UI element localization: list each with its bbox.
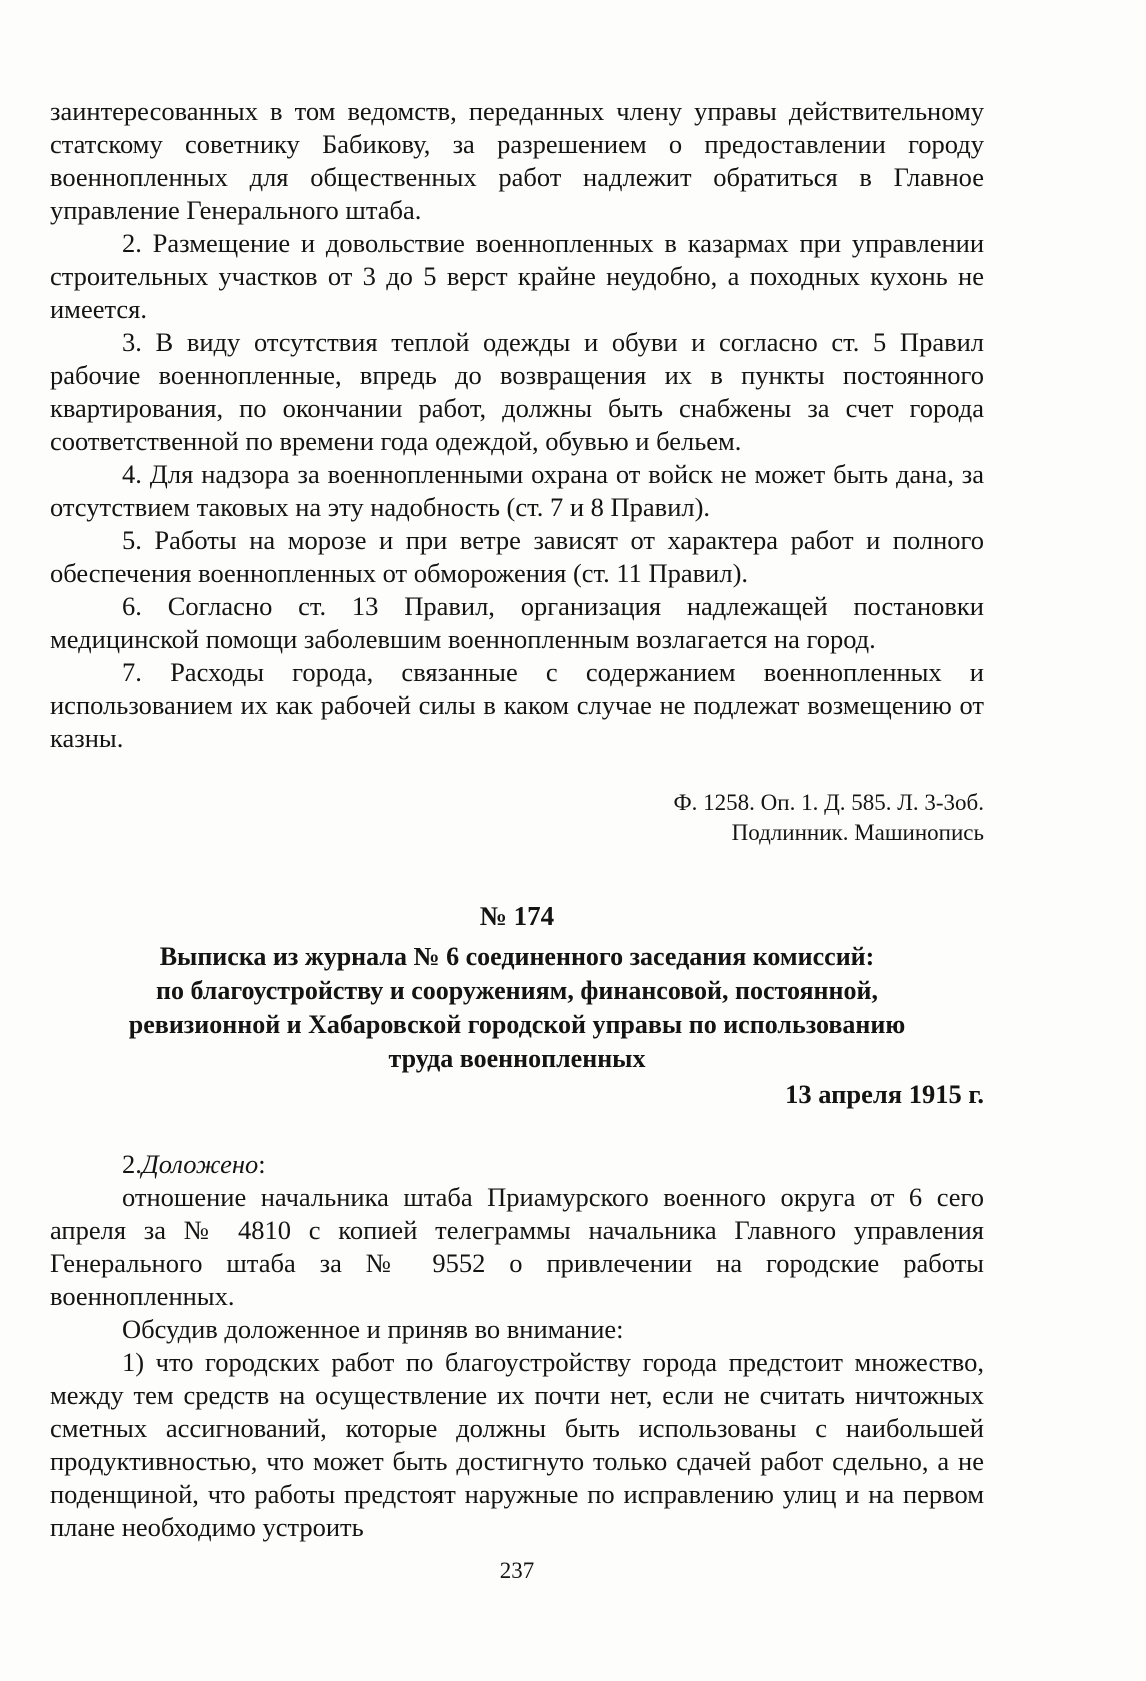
paragraph-item-7: 7. Расходы города, связанные с содержанием военнопленных и использованием их как рабочей силы в каком случае не подлежат возмещению от казны. (50, 657, 984, 753)
paragraph-item-2: 2. Размещение и довольствие военнопленных в казармах при управлении строительных участков от 3 до 5 верст крайне неудобно, а походных кухонь не имеется. (50, 228, 984, 324)
title-line: труда военнопленных (388, 1044, 646, 1073)
reported-label: Доложено (141, 1149, 259, 1179)
paragraph-point-1: 1) что городских работ по благоустройству города предстоит множество, между тем средств на осуществление их почти нет, если не считать ничтожных сметных ассигнований, которые должны быть использованы с наибольшей продуктивностью, что может быть достигнуто только сдачей работ сдельно, а не поденщиной, что работы предстоят наружные по исправлению улиц и на первом плане необходимо устроить (50, 1347, 984, 1542)
paragraph-item-4: 4. Для надзора за военнопленными охрана от войск не может быть дана, за отсутствием таковых на эту надобность (ст. 7 и 8 Правил). (50, 459, 984, 522)
continued-text-block (50, 95, 984, 755)
document-date: 13 апреля 1915 г. (785, 1079, 984, 1109)
paragraph-reported-content: отношение начальника штаба Приамурского военного округа от 6 сего апреля за № 4810 с копией телеграммы начальника Главного управления Генерального штаба за № 9552 о привлечении на городские работы военнопленных. (50, 1182, 984, 1311)
paragraph-discussion: Обсудив доложенное и приняв во внимание: (122, 1314, 624, 1344)
item-number: 2. (122, 1149, 142, 1179)
document-number: № 174 (479, 901, 555, 931)
title-line: Выписка из журнала № 6 соединенного заседания комиссий: (159, 942, 875, 971)
document-title (50, 940, 984, 1076)
page-number: 237 (499, 1558, 535, 1583)
title-line: по благоустройству и сооружениям, финансовой, постоянной, (155, 976, 879, 1005)
paragraph-continuation: заинтересованных в том ведомств, переданных члену управы действительному статскому советнику Бабикову, за разрешением о предоставлении городу военнопленных для общественных работ надлежит обратиться в Главное управление Генерального штаба. (50, 96, 984, 225)
journal-text-block (50, 1148, 984, 1544)
archive-source-type: Подлинник. Машинопись (731, 820, 984, 845)
paragraph-item-6: 6. Согласно ст. 13 Правил, организация надлежащей постановки медицинской помощи заболевшим военнопленным возлагается на город. (50, 591, 984, 654)
archive-reference: Ф. 1258. Оп. 1. Д. 585. Л. 3-3об. (673, 790, 984, 815)
paragraph-item-5: 5. Работы на морозе и при ветре зависят от характера работ и полного обеспечения военнопленных от обморожения (ст. 11 Правил). (50, 525, 984, 588)
title-line: ревизионной и Хабаровской городской управы по использованию (128, 1010, 906, 1039)
reported-heading (50, 1148, 984, 1181)
paragraph-item-3: 3. В виду отсутствия теплой одежды и обуви и согласно ст. 5 Правил рабочие военнопленные, впредь до возвращения их в пункты постоянного квартирования, по окончании работ, должны быть снабжены за счет города соответственной по времени года одеждой, обувью и бельем. (50, 327, 984, 456)
reported-label-colon: : (258, 1149, 266, 1179)
